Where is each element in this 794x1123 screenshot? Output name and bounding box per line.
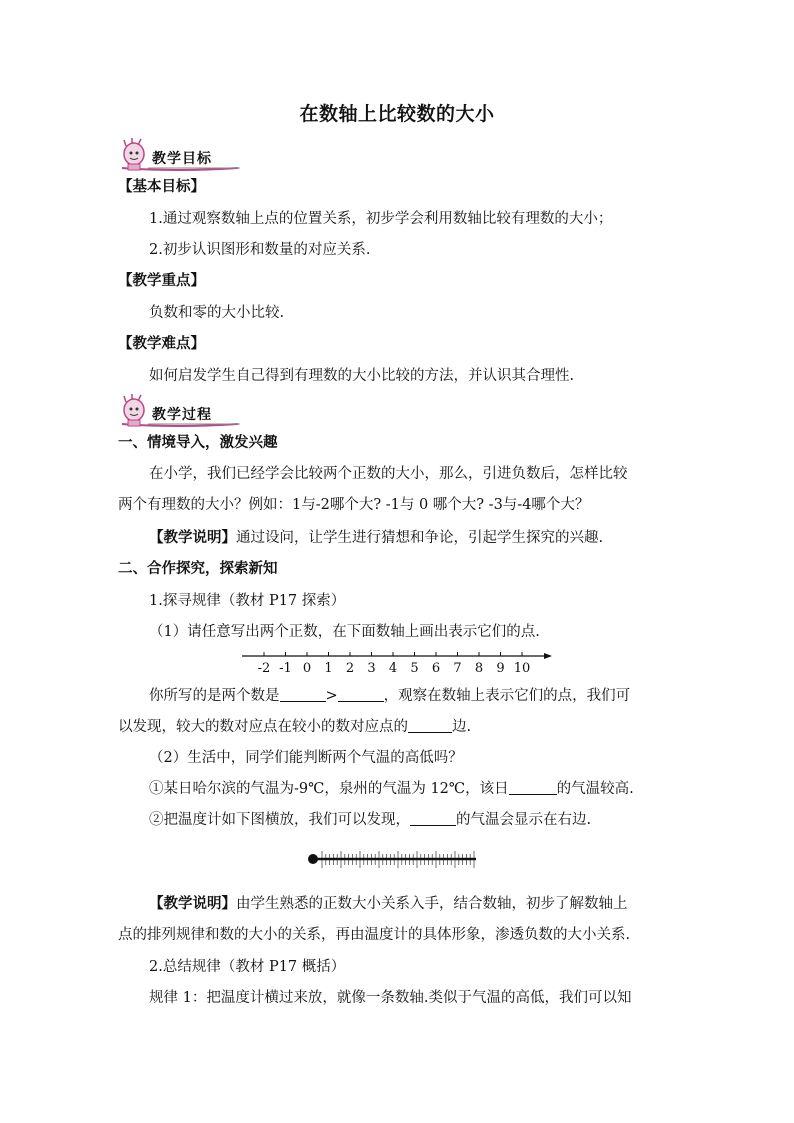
fill-blank-1-line-1 bbox=[149, 686, 630, 706]
number-line-tick-label: 8 bbox=[474, 661, 484, 676]
section-1-heading: 一、情境导入，激发兴趣 bbox=[118, 435, 278, 451]
goal-item-1: 1.通过观察数轴上点的位置关系，初步学会利用数轴比较有理数的大小； bbox=[149, 211, 613, 227]
difficulty-heading: 【教学难点】 bbox=[118, 336, 205, 352]
note-label: 【教学说明】 bbox=[149, 530, 236, 546]
fill-text: 边. bbox=[452, 719, 472, 735]
answer-blank[interactable] bbox=[280, 687, 326, 702]
section-2-heading: 二、合作探究，探索新知 bbox=[118, 561, 278, 577]
number-line-tick-label: 10 bbox=[513, 661, 531, 676]
horizontal-thermometer-icon bbox=[304, 842, 484, 878]
number-line-tick-label: -2 bbox=[257, 661, 271, 676]
note-text: 通过设问，让学生进行猜想和争论，引起学生探究的兴趣. bbox=[236, 530, 604, 546]
rule-1: 规律 1：把温度计横过来放，就像一条数轴.类似于气温的高低，我们可以知 bbox=[149, 990, 632, 1006]
number-line-tick-label: 5 bbox=[410, 661, 419, 676]
section-1-paragraph-line-2: 两个有理数的大小？例如：1与-2哪个大? -1与 0 哪个大? -3与-4哪个大？ bbox=[118, 497, 590, 513]
number-line-tick-label: -1 bbox=[279, 661, 292, 676]
number-line-tick-label: 4 bbox=[388, 661, 398, 676]
number-line-tick-label: 6 bbox=[431, 661, 441, 676]
answer-blank[interactable] bbox=[410, 811, 456, 826]
fill-text: 以发现，较大的数对应点在较小的数对应点的 bbox=[118, 719, 408, 735]
number-line-tick-label: 3 bbox=[367, 661, 376, 676]
question-1: （1）请任意写出两个正数，在下面数轴上画出表示它们的点. bbox=[149, 624, 540, 640]
answer-blank[interactable] bbox=[408, 718, 452, 733]
number-line bbox=[240, 646, 560, 676]
fill-text: ②把温度计如下图横放，我们可以发现， bbox=[149, 812, 410, 828]
section-1-note bbox=[149, 528, 603, 548]
number-line-arrow-icon bbox=[544, 653, 552, 659]
question-2-item-1 bbox=[149, 779, 634, 799]
number-line-tick-label: 1 bbox=[324, 661, 333, 676]
difficulty-text: 如何启发学生自己得到有理数的大小比较的方法，并认识其合理性. bbox=[149, 368, 575, 384]
answer-blank[interactable] bbox=[509, 780, 557, 795]
key-point-text: 负数和零的大小比较. bbox=[149, 305, 285, 321]
fill-text: 你所写的是两个数是 bbox=[149, 688, 280, 704]
question-2-item-2 bbox=[149, 810, 591, 830]
greater-than-sign: > bbox=[325, 688, 338, 704]
fill-text: ①某日哈尔滨的气温为-9℃，泉州的气温为 12℃，该日 bbox=[149, 781, 509, 797]
goal-item-2: 2.初步认识图形和数量的对应关系. bbox=[149, 242, 371, 258]
answer-blank[interactable] bbox=[338, 687, 384, 702]
note-label: 【教学说明】 bbox=[149, 896, 236, 912]
page-title: 在数轴上比较数的大小 bbox=[299, 103, 495, 125]
number-line-tick-label: 9 bbox=[496, 661, 505, 676]
note-text: 由学生熟悉的正数大小关系入手，结合数轴，初步了解数轴上 bbox=[236, 896, 628, 912]
section-1-paragraph-line-1: 在小学，我们已经学会比较两个正数的大小，那么，引进负数后，怎样比较 bbox=[149, 466, 628, 482]
banner-label: 教学目标 bbox=[152, 151, 212, 167]
section-banner-goals bbox=[118, 138, 248, 174]
key-point-heading: 【教学重点】 bbox=[118, 273, 205, 289]
fill-text: 的气温会显示在右边. bbox=[456, 812, 592, 828]
question-2: （2）生活中，同学们能判断两个气温的高低吗？ bbox=[149, 750, 463, 766]
explore-title: 1.探寻规律（教材 P17 探索） bbox=[149, 593, 346, 609]
number-line-tick-label: 2 bbox=[345, 661, 355, 676]
number-line-tick-label: 7 bbox=[453, 661, 462, 676]
fill-text: 的气温较高. bbox=[556, 781, 634, 797]
basic-goal-heading: 【基本目标】 bbox=[118, 179, 205, 195]
section-banner-process bbox=[118, 394, 248, 430]
fill-text: ，观察在数轴上表示它们的点，我们可 bbox=[383, 688, 631, 704]
number-line-tick-label: 0 bbox=[302, 661, 312, 676]
fill-blank-1-line-2 bbox=[118, 717, 471, 737]
section-2-note-line-2: 点的排列规律和数的大小的关系，再由温度计的具体形象，渗透负数的大小关系. bbox=[118, 927, 631, 943]
section-2-note bbox=[149, 894, 628, 914]
banner-label: 教学过程 bbox=[152, 407, 212, 423]
summary-title: 2.总结规律（教材 P17 概括） bbox=[149, 959, 346, 975]
